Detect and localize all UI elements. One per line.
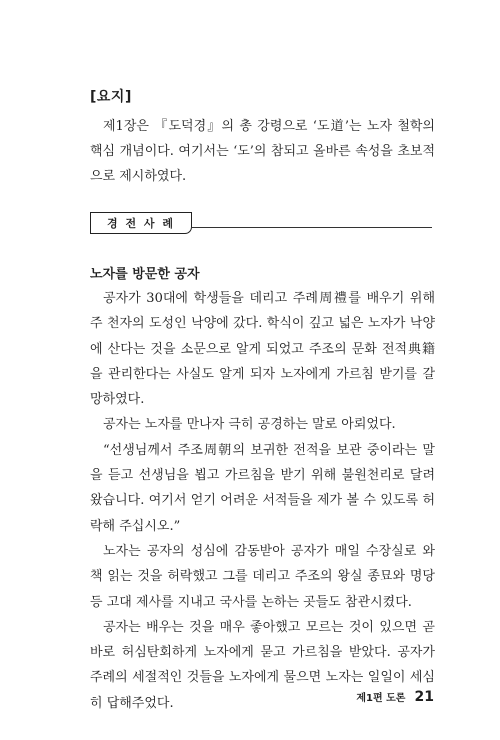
summary-paragraph: 제1장은 『도덕경』의 총 강령으로 ‘도道’는 노자 철학의 핵심 개념이다. 여기서는 ‘도’의 참되고 올바른 속성을 초보적으로 제시하였다.: [90, 119, 435, 184]
summary-body: [90, 114, 435, 189]
story-paragraph: 노자는 공자의 성심에 감동받아 공자가 매일 수장실로 와 책 읽는 것을 허락했고 그를 데리고 주조의 왕실 종묘와 명당 등 고대 제사를 지내고 국사를 논하는 곳들도 참관시켰다.: [90, 543, 435, 610]
case-section-header: [90, 210, 432, 238]
story-paragraph: “선생님께서 주조周朝의 보귀한 전적을 보관 중이라는 말을 듣고 선생님을 뵙고 가르침을 받기 위해 불원천리로 달려왔습니다. 여기서 얻기 어려운 서적들을 제가 볼 수 있도록 허락해 주십시오.”: [90, 442, 435, 534]
story-paragraph: 공자는 배우는 것을 매우 좋아했고 모르는 것이 있으면 곧바로 허심탄회하게 노자에게 묻고 가르침을 받았다. 공자가 주례의 세절적인 것들을 노자에게 물으면 노자는 일일이 세심히 답해주었다.: [90, 619, 435, 711]
part-label: 제1편 도론: [356, 693, 406, 704]
case-section-rule: [192, 227, 432, 228]
story-paragraph: 공자가 30대에 학생들을 데리고 주례周禮를 배우기 위해 주 천자의 도성인 낙양에 갔다. 학식이 깊고 넓은 노자가 낙양에 산다는 것을 소문으로 알게 되었고 주조의 문화 전적典籍을 관리한다는 사실도 알게 되자 노자에게 가르침 받기를 갈망하였다.: [90, 291, 435, 408]
page-footer: [356, 686, 434, 705]
page-number: 21: [414, 689, 434, 705]
story-body: [90, 286, 435, 716]
story-paragraph: 공자는 노자를 만나자 극히 공경하는 말로 아뢰었다.: [103, 417, 396, 433]
summary-heading: [요지]: [90, 89, 132, 105]
case-section-label: 경 전 사 례: [90, 212, 192, 234]
story-title: 노자를 방문한 공자: [90, 267, 200, 282]
